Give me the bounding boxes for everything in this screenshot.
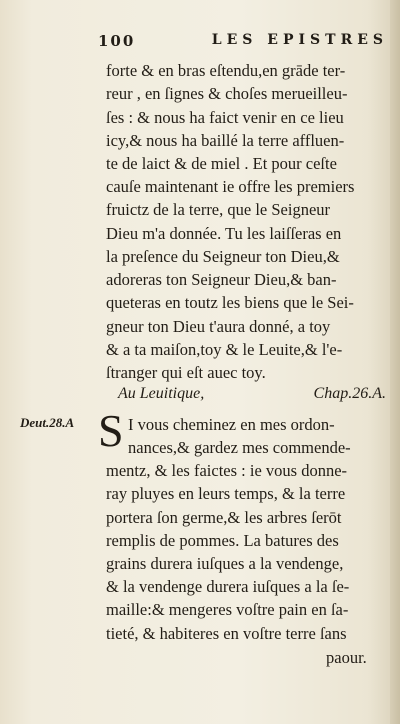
body-line: forte & en bras eſtendu,en grāde ter- xyxy=(106,61,346,80)
body-line: & a ta maiſon,toy & le Leuite,& l'e- xyxy=(106,340,343,359)
section-heading xyxy=(118,385,386,403)
body-line: Dieu m'a donnée. Tu les laiſſeras en xyxy=(106,224,342,243)
section-heading-chapter: Chap.26.A. xyxy=(313,385,386,402)
body-line: cauſe maintenant ie offre les premiers xyxy=(106,177,355,196)
page-edge-shadow xyxy=(390,0,400,724)
section-line: & la vendenge durera iuſques a la ſe- xyxy=(106,577,350,596)
section-line: maille:& mengeres voſtre pain en ſa- xyxy=(106,600,349,619)
section-line: ray pluyes en leurs temps, & la terre xyxy=(106,484,346,503)
section-line: remplis de pommes. La batures des xyxy=(106,531,339,550)
section-line: tieté, & habiteres en voſtre terre ſans xyxy=(106,624,347,643)
catchword: paour. xyxy=(326,648,367,667)
body-line: queteras en toutz les biens que le Sei- xyxy=(106,293,354,312)
body-line: icy,& nous ha baillé la terre affluen- xyxy=(106,131,345,150)
body-line: fruictz de la terre, que le Seigneur xyxy=(106,200,331,219)
margin-reference: Deut.28.A xyxy=(20,415,75,430)
section-line: portera ſon germe,& les arbres ſerōt xyxy=(106,508,342,527)
section-line: mentz, & les faictes : ie vous donne- xyxy=(106,461,348,480)
body-line: adoreras ton Seigneur Dieu,& ban- xyxy=(106,270,337,289)
body-line: reur , en ſignes & choſes merueilleu- xyxy=(106,84,348,103)
section-line: nances,& gardez mes commende- xyxy=(128,438,351,457)
section-line: grains durera iuſques a la vendenge, xyxy=(106,554,344,573)
body-line: te de laict & de miel . Et pour ceſte xyxy=(106,154,337,173)
body-line: la preſence du Seigneur ton Dieu,& xyxy=(106,247,340,266)
body-line: ſes : & nous ha faict venir en ce lieu xyxy=(106,108,344,127)
running-title: LES EPISTRES xyxy=(211,32,388,48)
section-line: I vous cheminez en mes ordon- xyxy=(128,415,335,434)
body-line: gneur ton Dieu t'aura donné, a toy xyxy=(106,317,331,336)
section-heading-book: Au Leuitique, xyxy=(118,385,205,402)
body-line: ſtranger qui eſt auec toy. xyxy=(106,363,266,382)
page-number: 100 xyxy=(98,32,136,50)
drop-cap: S xyxy=(98,405,124,456)
running-header xyxy=(98,32,388,50)
